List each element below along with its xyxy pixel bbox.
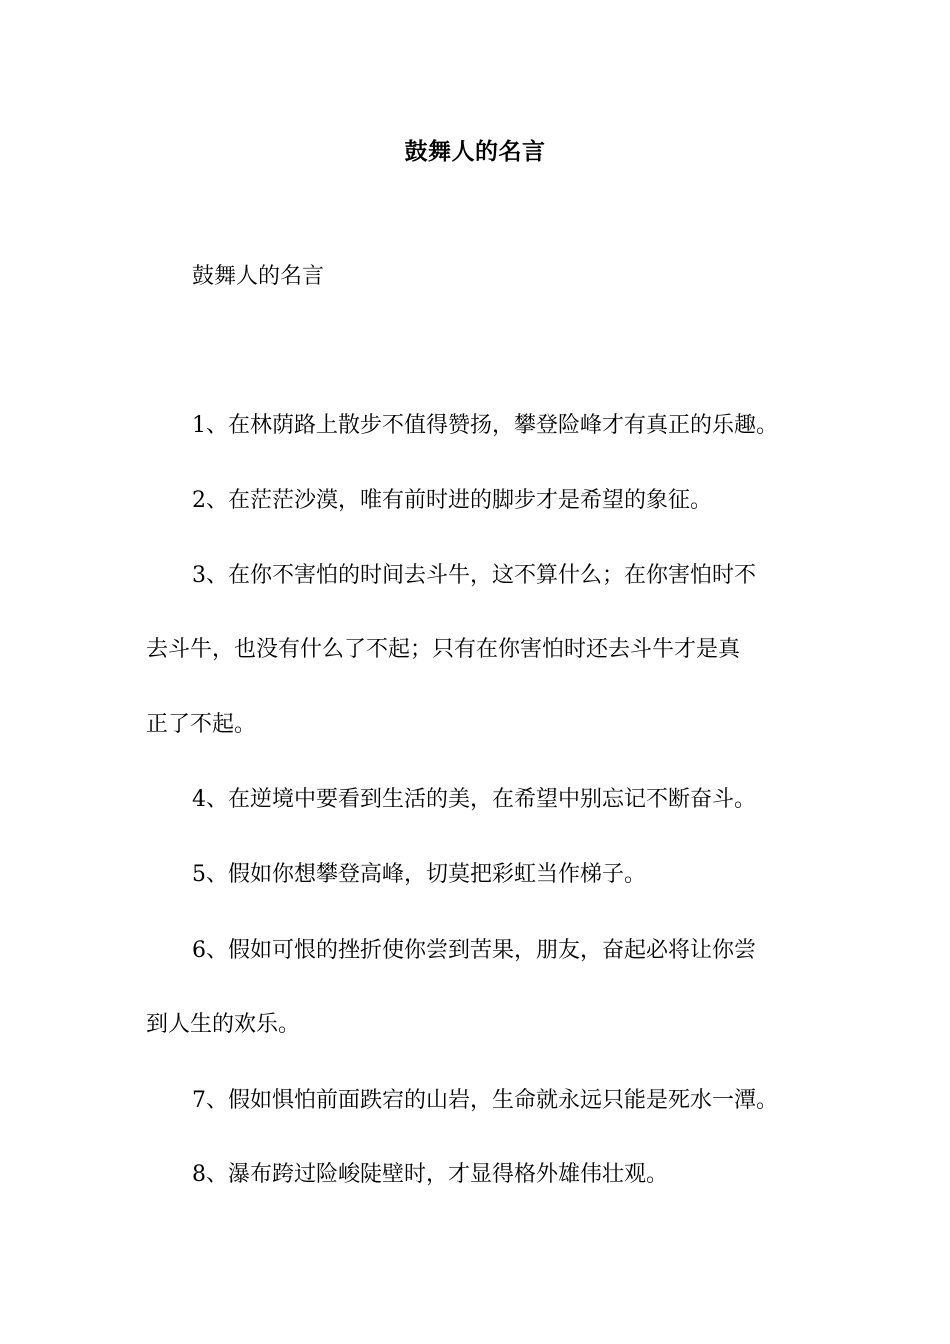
quote-line-5: 5、假如你想攀登高峰，切莫把彩虹当作梯子。 <box>192 862 646 887</box>
quote-line-7: 7、假如惧怕前面跌宕的山岩，生命就永远只能是死水一潭。 <box>192 1088 778 1113</box>
quote-line-3-end: 正了不起。 <box>146 712 257 737</box>
quote-line-6-cont: 到人生的欢乐。 <box>146 1012 301 1037</box>
quote-line-6: 6、假如可恨的挫折使你尝到苦果，朋友，奋起必将让你尝 <box>192 938 756 963</box>
section-heading: 鼓舞人的名言 <box>192 264 325 289</box>
quote-line-4: 4、在逆境中要看到生活的美，在希望中别忘记不断奋斗。 <box>192 787 756 812</box>
quote-line-1: 1、在林荫路上散步不值得赞扬，攀登险峰才有真正的乐趣。 <box>192 413 778 438</box>
quote-line-3: 3、在你不害怕的时间去斗牛，这不算什么；在你害怕时不 <box>192 563 756 588</box>
quote-line-2: 2、在茫茫沙漠，唯有前时进的脚步才是希望的象征。 <box>192 488 712 513</box>
quote-line-8: 8、瀑布跨过险峻陡壁时，才显得格外雄伟壮观。 <box>192 1162 668 1187</box>
page-title: 鼓舞人的名言 <box>404 138 546 165</box>
quote-line-3-cont: 去斗牛，也没有什么了不起；只有在你害怕时还去斗牛才是真 <box>146 637 741 662</box>
